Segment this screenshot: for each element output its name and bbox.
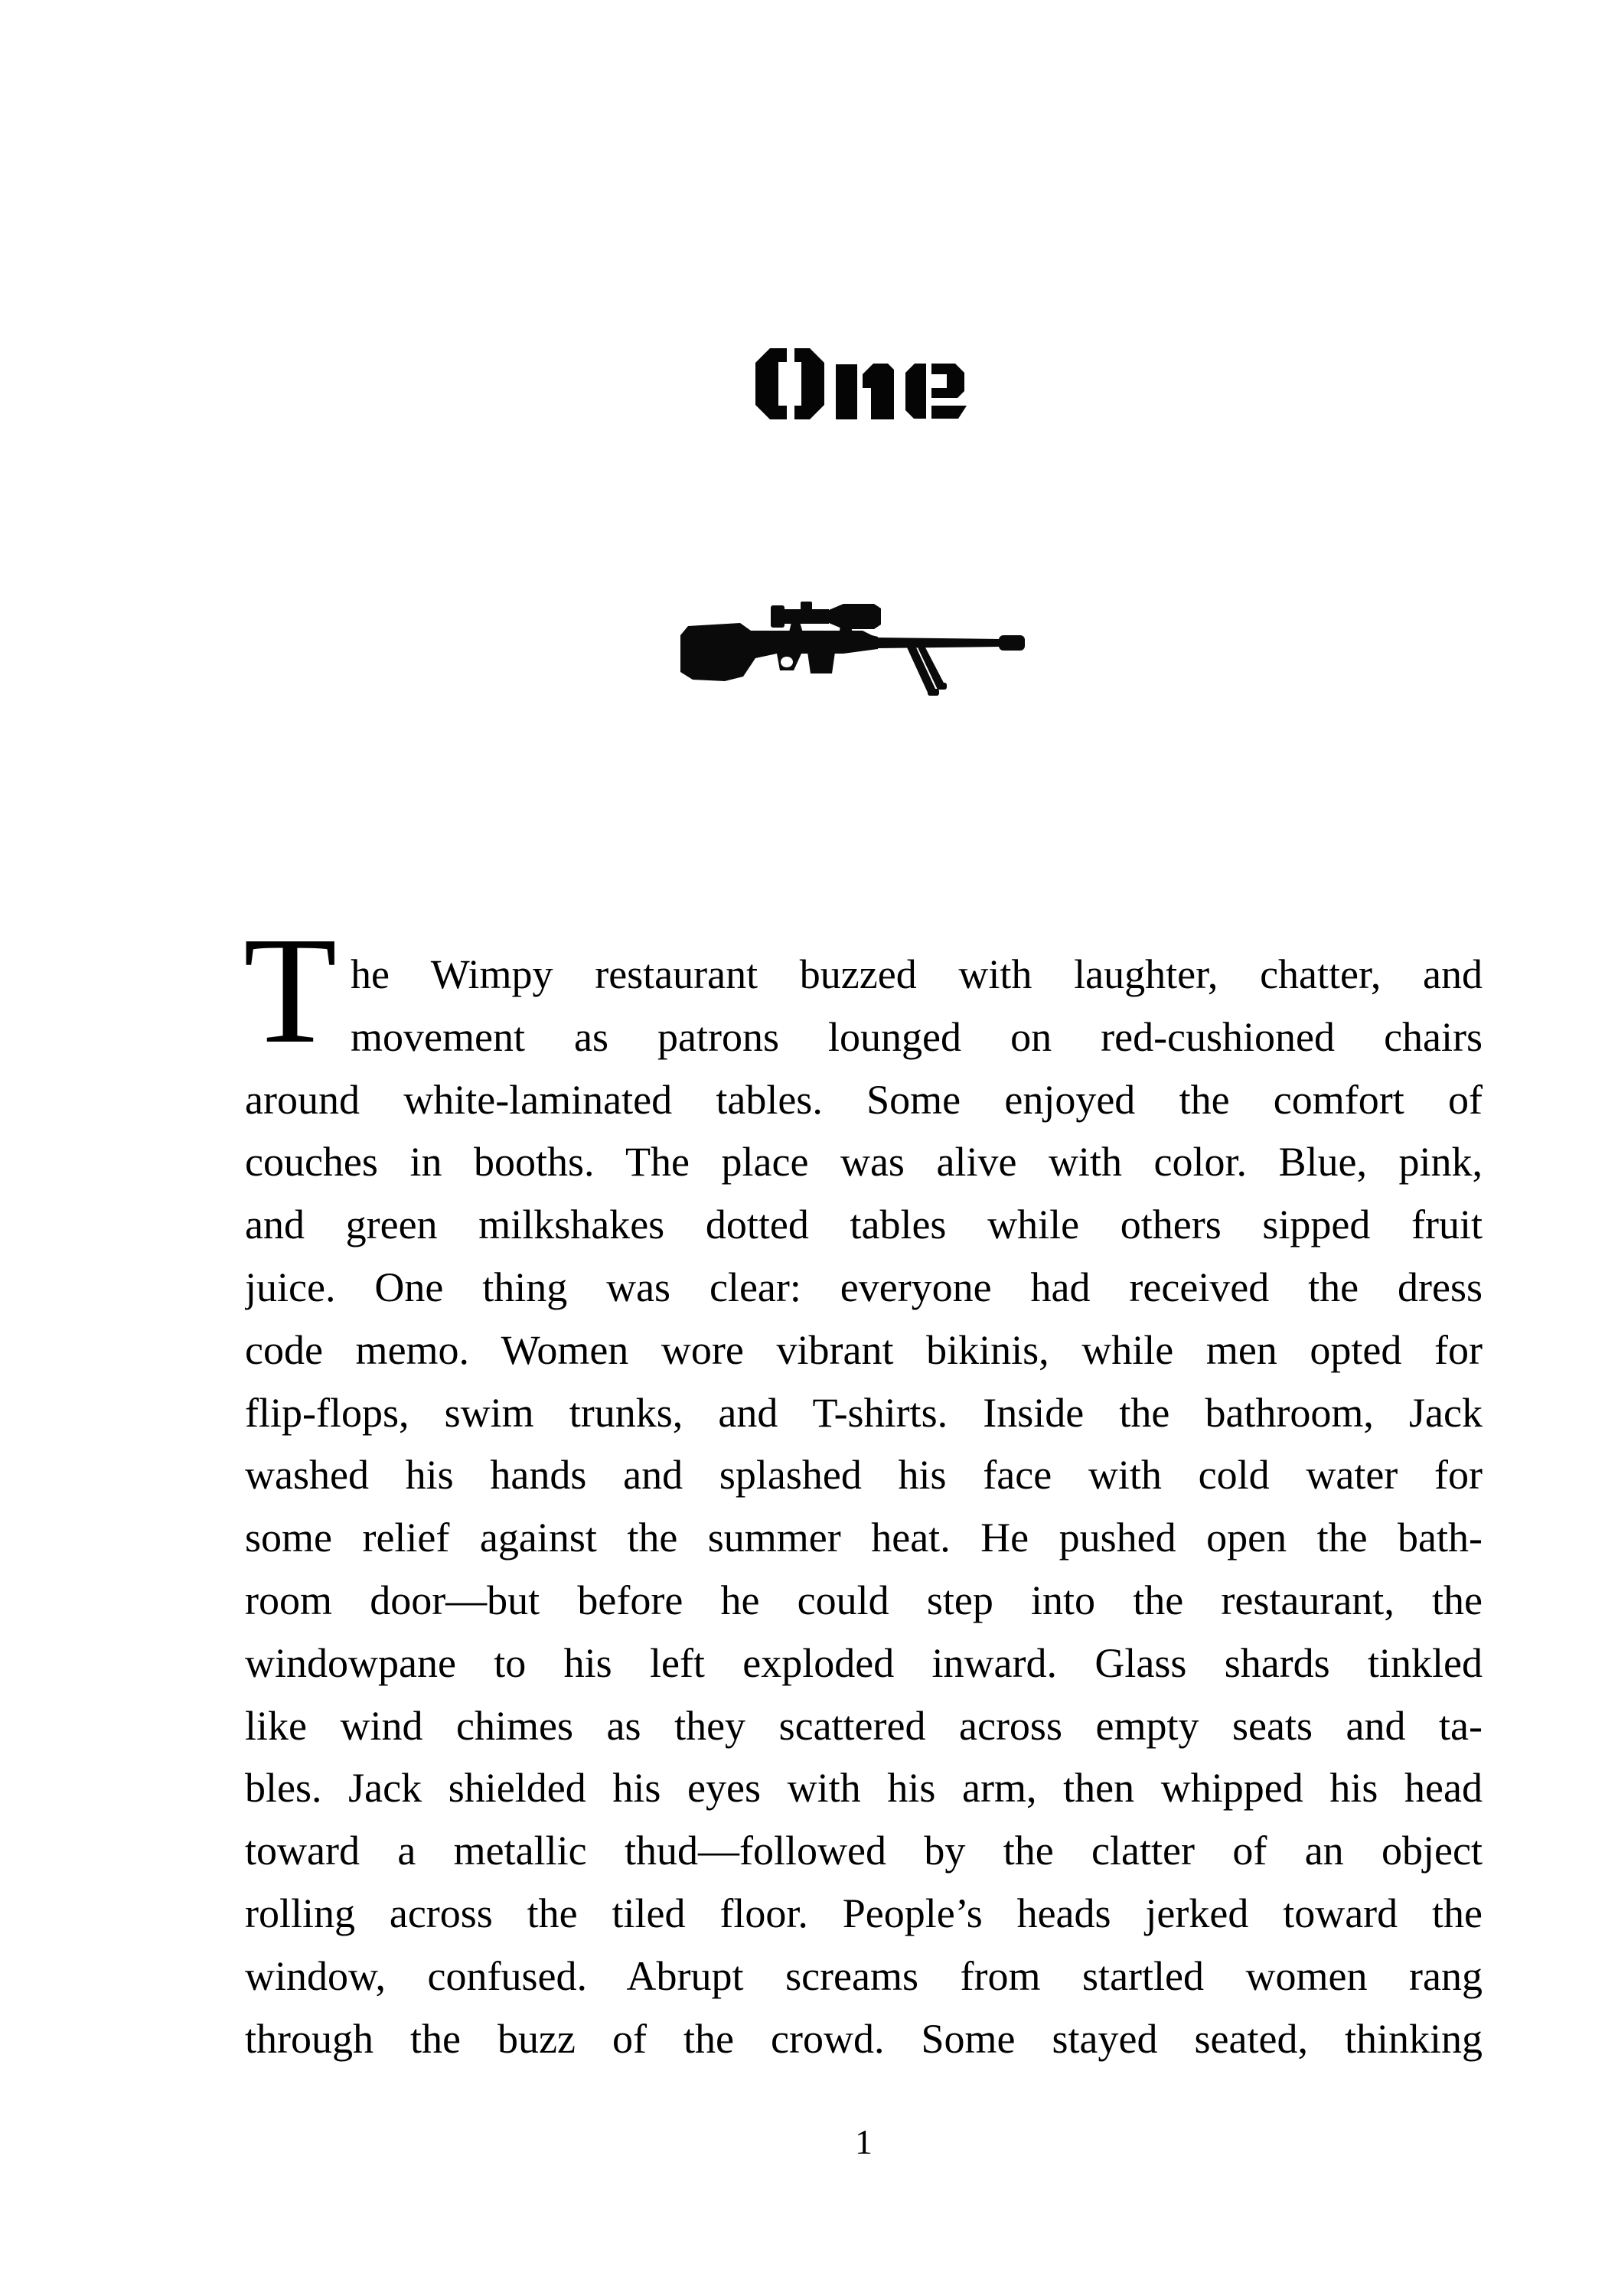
body-line: rolling across the tiled floor. People’s heads jerked toward the bbox=[245, 1890, 1483, 1936]
page-number: 1 bbox=[855, 2122, 873, 2161]
body-line: room door—but before he could step into the restaurant, the bbox=[245, 1577, 1483, 1623]
chapter-title-stencil bbox=[755, 348, 967, 419]
body-line: washed his hands and splashed his face with cold water for bbox=[245, 1452, 1483, 1499]
body-line: around white-laminated tables. Some enjoyed the comfort of bbox=[245, 1076, 1483, 1123]
body-line: through the buzz of the crowd. Some stayed seated, thinking bbox=[245, 2015, 1483, 2062]
body-line: he Wimpy restaurant buzzed with laughter, chatter, and bbox=[351, 951, 1483, 997]
body-line: windowpane to his left exploded inward. Glass shards tinkled bbox=[245, 1639, 1483, 1686]
body-line: toward a metallic thud—followed by the clatter of an object bbox=[245, 1828, 1483, 1874]
body-line: couches in booths. The place was alive with color. Blue, pink, bbox=[245, 1139, 1483, 1186]
drop-cap: T bbox=[243, 906, 338, 1075]
body-line: bles. Jack shielded his eyes with his arm, then whipped his head bbox=[245, 1765, 1483, 1812]
sniper-rifle-icon bbox=[679, 602, 1026, 700]
body-line: flip-flops, swim trunks, and T-shirts. Inside the bathroom, Jack bbox=[245, 1389, 1483, 1436]
body-line: some relief against the summer heat. He pushed open the bath- bbox=[245, 1515, 1483, 1561]
body-line: code memo. Women wore vibrant bikinis, while men opted for bbox=[245, 1326, 1483, 1373]
body-line: window, confused. Abrupt screams from startled women rang bbox=[245, 1952, 1483, 1999]
body-line: like wind chimes as they scattered across empty seats and ta- bbox=[245, 1702, 1483, 1749]
body-line: and green milkshakes dotted tables while others sipped fruit bbox=[245, 1202, 1483, 1248]
body-text bbox=[245, 944, 1483, 2070]
paragraph bbox=[245, 944, 1483, 2070]
chapter-illustration bbox=[679, 602, 1026, 700]
body-line: movement as patrons lounged on red-cushioned chairs bbox=[351, 1013, 1483, 1060]
body-line: juice. One thing was clear: everyone had received the dress bbox=[245, 1264, 1483, 1310]
chapter-title bbox=[755, 348, 967, 419]
